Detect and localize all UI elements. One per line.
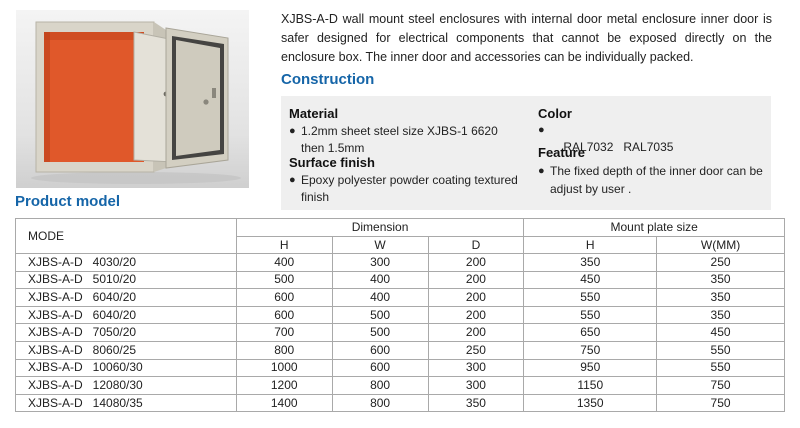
bullet-icon: ● — [538, 165, 545, 177]
mount-h-cell: 550 — [524, 289, 657, 307]
mount-h-header: H — [524, 237, 657, 254]
dimension-w-cell: 600 — [332, 359, 428, 377]
bullet-icon: ● — [289, 125, 296, 137]
table-body — [16, 254, 785, 412]
dimension-h-cell: 1000 — [236, 359, 332, 377]
dimension-w-cell: 500 — [332, 306, 428, 324]
color-title: Color — [538, 106, 572, 121]
feature-line-1: ● The fixed depth of the inner door can be — [538, 164, 763, 178]
mount-w-cell: 350 — [657, 271, 785, 289]
dimension-d-header: D — [428, 237, 524, 254]
dimension-w-cell: 400 — [332, 289, 428, 307]
dimension-w-cell: 800 — [332, 377, 428, 395]
dimension-h-cell: 600 — [236, 306, 332, 324]
dimension-d-cell: 300 — [428, 359, 524, 377]
mount-plate-header: Mount plate size — [524, 219, 785, 237]
mount-h-cell: 550 — [524, 306, 657, 324]
table-row — [16, 341, 785, 359]
table-row — [16, 324, 785, 342]
dimension-w-cell: 600 — [332, 341, 428, 359]
dimension-w-header: W — [332, 237, 428, 254]
mount-h-cell: 650 — [524, 324, 657, 342]
material-line-2: then 1.5mm — [301, 141, 365, 155]
mount-h-cell: 950 — [524, 359, 657, 377]
mount-w-header: W(MM) — [657, 237, 785, 254]
mode-cell: XJBS-A-D 12080/30 — [16, 377, 237, 395]
surface-finish-line-1: ● Epoxy polyester powder coating textured — [289, 173, 518, 187]
dimension-h-cell: 400 — [236, 254, 332, 272]
enclosure-illustration — [16, 10, 249, 188]
table-row — [16, 377, 785, 395]
material-line-1: ● 1.2mm sheet steel size XJBS-1 6620 — [289, 124, 498, 138]
mount-h-cell: 1150 — [524, 377, 657, 395]
dimension-d-cell: 300 — [428, 377, 524, 395]
mount-h-cell: 350 — [524, 254, 657, 272]
dimension-w-cell: 400 — [332, 271, 428, 289]
dimension-d-cell: 200 — [428, 254, 524, 272]
dimension-h-cell: 700 — [236, 324, 332, 342]
table-row — [16, 306, 785, 324]
mode-cell: XJBS-A-D 7050/20 — [16, 324, 237, 342]
mount-w-cell: 750 — [657, 377, 785, 395]
dimension-d-cell: 200 — [428, 289, 524, 307]
dimension-h-cell: 600 — [236, 289, 332, 307]
dimension-d-cell: 350 — [428, 394, 524, 412]
mount-h-cell: 750 — [524, 341, 657, 359]
feature-title: Feature — [538, 145, 585, 160]
construction-box — [281, 96, 771, 210]
mount-w-cell: 550 — [657, 341, 785, 359]
dimension-d-cell: 200 — [428, 306, 524, 324]
mode-cell: XJBS-A-D 6040/20 — [16, 289, 237, 307]
dimension-h-cell: 1200 — [236, 377, 332, 395]
mount-h-cell: 450 — [524, 271, 657, 289]
mount-w-cell: 550 — [657, 359, 785, 377]
mode-cell: XJBS-A-D 6040/20 — [16, 306, 237, 324]
table-row — [16, 394, 785, 412]
table-row — [16, 359, 785, 377]
dimension-h-cell: 800 — [236, 341, 332, 359]
mount-w-cell: 350 — [657, 289, 785, 307]
dimension-h-header: H — [236, 237, 332, 254]
table-row — [16, 289, 785, 307]
mount-w-cell: 450 — [657, 324, 785, 342]
mount-h-cell: 1350 — [524, 394, 657, 412]
mount-w-cell: 250 — [657, 254, 785, 272]
mode-cell: XJBS-A-D 8060/25 — [16, 341, 237, 359]
intro-paragraph: XJBS-A-D wall mount steel enclosures with internal door metal enclosure inner door is safer designed for electrical components that cannot be exposed directly on the enclosure box. The inner door and accessories can be individually packed. — [281, 12, 772, 64]
surface-finish-title: Surface finish — [289, 155, 375, 170]
material-title: Material — [289, 106, 339, 121]
color-values: ● RAL7032 RAL7035 — [538, 124, 674, 154]
dimension-h-cell: 1400 — [236, 394, 332, 412]
dimension-header: Dimension — [236, 219, 524, 237]
mount-w-cell: 350 — [657, 306, 785, 324]
product-photo — [16, 10, 249, 188]
dimension-d-cell: 200 — [428, 324, 524, 342]
mount-w-cell: 750 — [657, 394, 785, 412]
dimension-d-cell: 200 — [428, 271, 524, 289]
table-row — [16, 254, 785, 272]
product-model-table — [15, 218, 785, 412]
bullet-icon: ● — [289, 174, 296, 186]
dimension-w-cell: 800 — [332, 394, 428, 412]
mode-cell: XJBS-A-D 10060/30 — [16, 359, 237, 377]
mode-header: MODE — [16, 219, 237, 254]
mode-cell: XJBS-A-D 5010/20 — [16, 271, 237, 289]
bullet-icon: ● — [538, 124, 545, 136]
feature-line-2: adjust by user . — [550, 182, 632, 196]
dimension-d-cell: 250 — [428, 341, 524, 359]
surface-finish-line-2: finish — [301, 190, 330, 204]
table-row — [16, 271, 785, 289]
construction-heading: Construction — [281, 71, 375, 88]
dimension-w-cell: 500 — [332, 324, 428, 342]
dimension-w-cell: 300 — [332, 254, 428, 272]
mode-cell: XJBS-A-D 14080/35 — [16, 394, 237, 412]
product-model-heading: Product model — [15, 193, 121, 210]
table-header-row — [16, 219, 785, 237]
dimension-h-cell: 500 — [236, 271, 332, 289]
mode-cell: XJBS-A-D 4030/20 — [16, 254, 237, 272]
